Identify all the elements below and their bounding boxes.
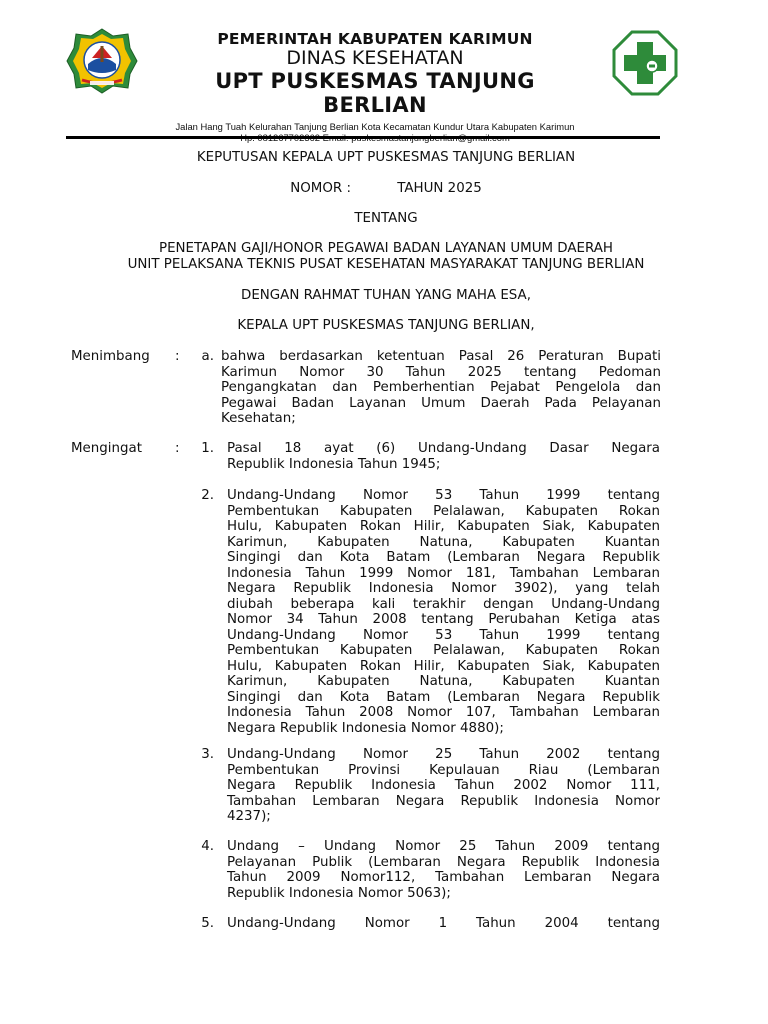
- mengingat-item-number: 2.: [201, 488, 214, 503]
- issuer-line: KEPALA UPT PUSKESMAS TANJUNG BERLIAN,: [237, 318, 535, 333]
- mengingat-item-text: Undang-Undang Nomor 1 Tahun 2004 tentang: [227, 916, 660, 931]
- agency-name: DINAS KESEHATAN: [286, 47, 464, 69]
- unit-name-line2: BERLIAN: [323, 93, 427, 117]
- letterhead: [145, 30, 605, 143]
- menimbang-item-text: bahwa berdasarkan ketentuan Pasal 26 Peraturan Bupati Karimun Nomor 30 Tahun 2025 tentang Pedoman Pengangkatan dan Pemberhentian Pejabat Pengelola dan Pegawai Badan Layanan Umum Daerah Pada Pelayanan Kesehatan;: [221, 349, 661, 426]
- mengingat-item-number: 4.: [201, 839, 214, 854]
- mengingat-item-text: Pasal 18 ayat (6) Undang-Undang Dasar Negara Republik Indonesia Tahun 1945;: [227, 441, 660, 472]
- menimbang-item-number: a.: [201, 349, 214, 364]
- decree-number-label: NOMOR :: [290, 181, 351, 196]
- government-name: PEMERINTAH KABUPATEN KARIMUN: [217, 30, 533, 48]
- mengingat-item-number: 3.: [201, 747, 214, 762]
- letterhead-divider: [66, 136, 660, 139]
- decree-subject-line1: PENETAPAN GAJI/HONOR PEGAWAI BADAN LAYANAN UMUM DAERAH: [159, 241, 613, 256]
- karimun-regency-emblem-icon: [66, 28, 138, 94]
- health-cross-emblem-icon: [612, 30, 678, 96]
- mengingat-label: Mengingat: [71, 441, 142, 456]
- mengingat-item-text: Undang – Undang Nomor 25 Tahun 2009 tentang Pelayanan Publik (Lembaran Negara Republik Indonesia Tahun 2009 Nomor112, Tambahan Lembaran Negara Republik Indonesia Nomor 5063);: [227, 839, 660, 901]
- mengingat-item-text: Undang-Undang Nomor 53 Tahun 1999 tentang Pembentukan Kabupaten Pelalawan, Kabupaten Rokan Hulu, Kabupaten Rokan Hilir, Kabupaten Siak, Kabupaten Karimun, Kabupaten Natuna, Kabupaten Kuantan Singingi dan Kota Batam (Lembaran Negara Republik Indonesia Tahun 1999 Nomor 181, Tambahan Lembaran Negara Republik Indonesia Nomor 3902), yang telah diubah beberapa kali terakhir dengan Undang-Undang Nomor 34 Tahun 2008 tentang Perubahan Ketiga atas Undang-Undang Nomor 53 Tahun 1999 tentang Pembentukan Kabupaten Pelalawan, Kabupaten Rokan Hulu, Kabupaten Rokan Hilir, Kabupaten Siak, Kabupaten Karimun, Kabupaten Natuna, Kabupaten Kuantan Singingi dan Kota Batam (Lembaran Negara Republik Indonesia Tahun 2008 Nomor 107, Tambahan Lembaran Negara Republik Indonesia Nomor 4880);: [227, 488, 660, 736]
- menimbang-colon: :: [175, 349, 180, 364]
- mengingat-item-number: 1.: [201, 441, 214, 456]
- decree-number-row: [66, 181, 706, 197]
- decree-year: TAHUN 2025: [397, 181, 482, 196]
- menimbang-label: Menimbang: [71, 349, 150, 364]
- decree-heading: KEPUTUSAN KEPALA UPT PUSKESMAS TANJUNG BERLIAN: [196, 150, 576, 165]
- tentang-label: TENTANG: [354, 211, 418, 226]
- decree-subject-line2: UNIT PELAKSANA TEKNIS PUSAT KESEHATAN MASYARAKAT TANJUNG BERLIAN: [127, 257, 645, 272]
- mengingat-item-text: Undang-Undang Nomor 25 Tahun 2002 tentang Pembentukan Provinsi Kepulauan Riau (Lembaran Negara Republik Indonesia Tahun 2002 Nomor 111, Tambahan Lembaran Negara Republik Indonesia Nomor 4237);: [227, 747, 660, 824]
- address: Jalan Hang Tuah Kelurahan Tanjung Berlian Kota Kecamatan Kundur Utara Kabupaten Karimun: [175, 121, 575, 132]
- unit-name-line1: UPT PUSKESMAS TANJUNG: [215, 69, 535, 93]
- mengingat-colon: :: [175, 441, 180, 456]
- blessing-phrase: DENGAN RAHMAT TUHAN YANG MAHA ESA,: [241, 288, 531, 303]
- mengingat-item-number: 5.: [201, 916, 214, 931]
